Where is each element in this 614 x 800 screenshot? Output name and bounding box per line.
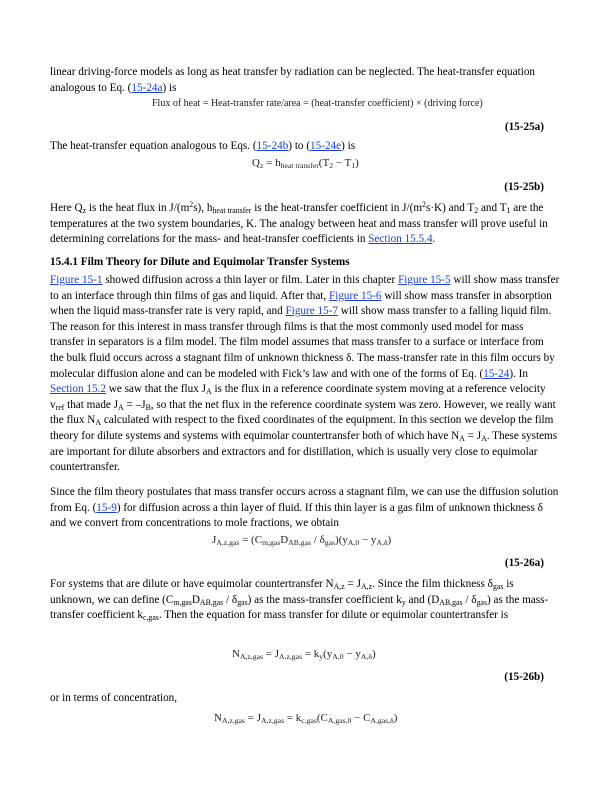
paragraph-heat-flux-definition: Here $Q_z$ is the heat flux in $J/(m^2s)$, $h_{heat transfer}$ is the heat-transfer coefficient in $J/(m^2s\cdot K)$ and $T_2$ and $T_1$ are the temperatures at the two system boundaries, K. The analogy between heat and mass transfer will prove useful in determining correlations for the mass- and heat-transfer coefficients in Section 15.5.4. xyxy=(50,200,548,246)
paragraph-concentration-terms: or in terms of concentration, xyxy=(50,692,178,704)
link-eq-15-24e[interactable]: 15-24e xyxy=(310,140,342,152)
paragraph-film-theory: Figure 15-1 showed diffusion across a thin layer or film. Later in this chapter Figure 15-5 will show mass transfer to an interface through thin films of gas and liquid. After that, Figure 15-6 will show mass transfer in absorption when the liquid mass-transfer rate is very rapid, and Figure 15-7 will show mass transfer to a falling liquid film. The reason for this interest in mass transfer through films is that the most commonly used model for mass transfer in separators is a film model. The film model assumes that mass transfer to a surface or interface from the bulk fluid occurs across a stagnant film of unknown thickness δ. The mass-transfer rate in this film occurs by molecular diffusion alone and can be modeled with Fick’s law and with one of the forms of Eq. (15-24). In Section 15.2 we saw that the flux $J_A$ is the flux in a reference coordinate system moving at a reference velocity $v_{ref}$ that made $J_A = -J_B$, so that the net flux in the reference coordinate system was zero. However, we really want the flux $N_A$ calculated with respect to the fixed coordinates of the equipment. In this section we develop the film theory for dilute systems and systems with equimolar countertransfer both of which have $N_A = J_A$. These systems are important for dilute absorbers and extractors and for distillation, which is usually very close to equimolar countertransfer. xyxy=(50,274,560,474)
link-eq-15-24[interactable]: 15-24 xyxy=(483,367,510,380)
equation-label-15-26a: (15-26a) xyxy=(504,557,544,569)
link-section-15-5-4[interactable]: Section 15.5.4 xyxy=(368,233,433,246)
link-section-15-2[interactable]: Section 15.2 xyxy=(50,383,106,396)
equation-15-26b: $N_{A,z,gas} = J_{A,z,gas} = k_y(y_{A,0} - y_{A,\delta})$ xyxy=(232,648,376,661)
link-eq-15-24a[interactable]: 15-24a xyxy=(131,81,163,94)
paragraph-heat-analog: The heat-transfer equation analogous to Eqs. (15-24b) to (15-24e) is xyxy=(50,140,356,152)
equation-15-25b: $Q_z = h_{heat transfer}(T_2 - T_1)$ xyxy=(252,157,359,170)
equation-15-26a: $J_{A,z,gas} = (C_{m,gas}D_{AB,gas} / \delta_{gas})(y_{A,0} - y_{A,\delta})$ xyxy=(212,534,392,547)
equation-label-15-25b: (15-25b) xyxy=(504,181,544,193)
equation-label-15-25a: (15-25a) xyxy=(504,121,544,133)
link-figure-15-7[interactable]: Figure 15-7 xyxy=(285,305,338,318)
link-figure-15-6[interactable]: Figure 15-6 xyxy=(329,289,382,302)
paragraph-mass-transfer-coefficient: For systems that are dilute or have equimolar countertransfer $N_{A,z} = J_{A,z}$. Since the film thickness $\delta_{gas}$ is unknown, we can define $(C_{m,gas}D_{AB,gas} / \delta_{gas})$ as the mass-transfer coefficient $k_y$ and $(D_{AB,gas} / \delta_{gas})$ as the mass-transfer coefficient $k_{c,gas}$. Then the equation for mass transfer for dilute or equimolar countertransfer is xyxy=(50,578,549,623)
link-figure-15-5[interactable]: Figure 15-5 xyxy=(398,274,451,286)
equation-15-26c: $N_{A,z,gas} = J_{A,z,gas} = k_{c,gas}(C_{A,gas,0} - C_{A,gas,\delta})$ xyxy=(214,712,398,725)
equation-label-15-26b: (15-26b) xyxy=(504,671,544,683)
link-figure-15-1[interactable]: Figure 15-1 xyxy=(50,274,103,286)
equation-heat-flux-words: Flux of heat = Heat-transfer rate/area = (heat-transfer coefficient) × (driving force) xyxy=(152,98,483,109)
paragraph-diffusion-solution: Since the film theory postulates that mass transfer occurs across a stagnant film, we can use the diffusion solution from Eq. (15-9) for diffusion across a thin layer of fluid. If this thin layer is a gas film of unknown thickness δ and we convert from concentrations to mole fractions, we obtain xyxy=(50,486,559,530)
link-eq-15-24b[interactable]: 15-24b xyxy=(256,140,289,152)
section-heading: 15.4.1 Film Theory for Dilute and Equimolar Transfer Systems xyxy=(50,256,350,268)
paragraph-heat-transfer-intro: linear driving-force models as long as heat transfer by radiation can be neglected. The heat-transfer equation analogous to Eq. (15-24a) is xyxy=(50,66,536,94)
link-eq-15-9[interactable]: 15-9 xyxy=(96,501,117,514)
